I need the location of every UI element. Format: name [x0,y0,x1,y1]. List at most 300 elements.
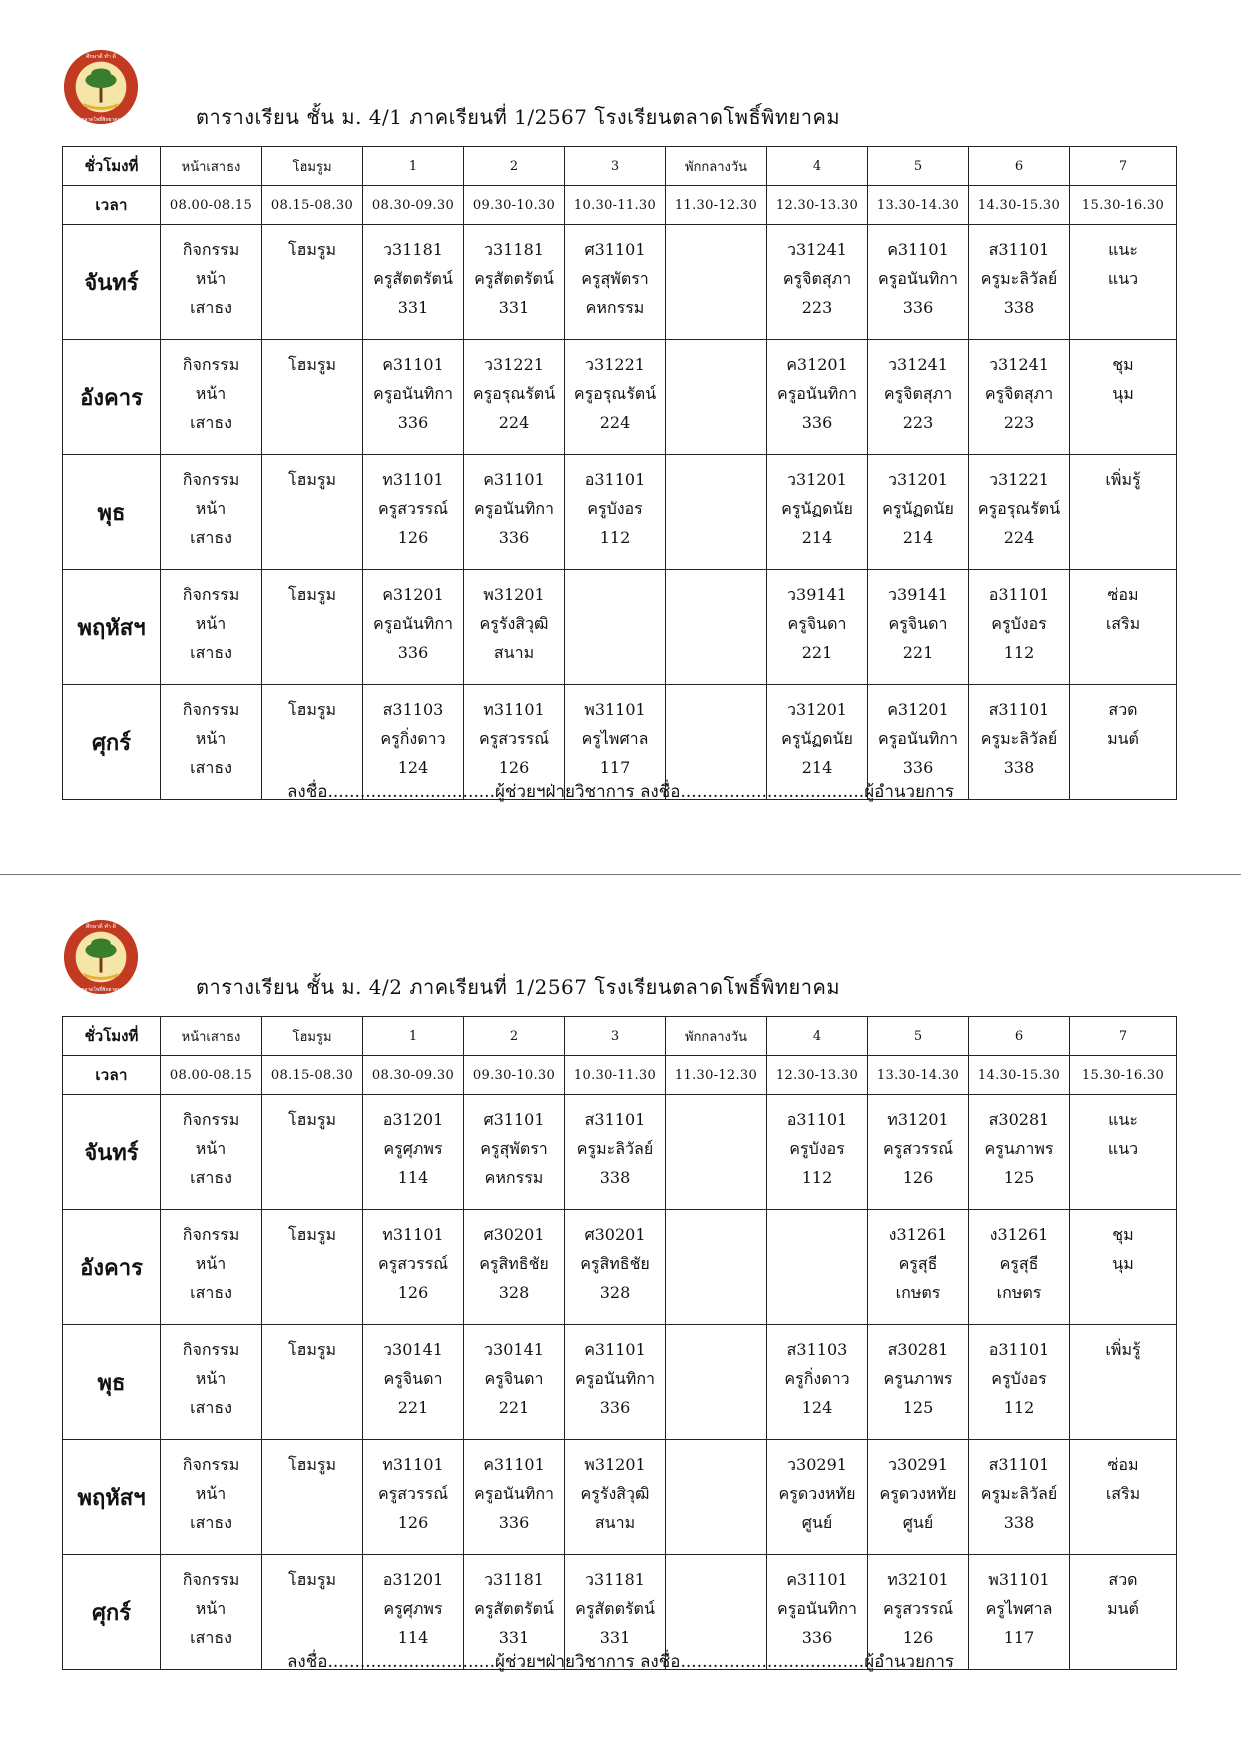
cell-line: 336 [498,1513,530,1532]
cell-line: ครูอนันทิกา [575,1369,655,1388]
schedule-cell [868,340,969,455]
cell-line: 331 [599,1628,631,1647]
day-name: พฤหัสฯ [63,1440,161,1555]
schedule-cell [969,1210,1070,1325]
cell-line: 336 [498,528,530,547]
cell-line: ครูไพศาล [581,729,649,748]
cell-line: เสาธง [190,1168,232,1187]
cell-line: ครูสัตตรัตน์ [474,1599,554,1618]
cell-line: ค31201 [382,585,444,604]
cell-line: ว31221 [484,355,544,374]
header-cell: พักกลางวัน [666,1017,767,1056]
cell-line: ครูสวรรณ์ [882,1599,954,1618]
cell-line: ว31241 [888,355,948,374]
cell-line: ครูสิทธิชัย [479,1254,549,1273]
time-cell: 10.30-11.30 [565,186,666,225]
cell-line: หน้า [195,1599,227,1618]
cell-line: เพิ่มรู้ [1105,470,1141,489]
time-cell: 08.15-08.30 [262,186,363,225]
cell-line: มนต์ [1107,1599,1139,1618]
cell-line: ว31181 [484,1570,544,1589]
cell-line: กิจกรรม [182,1110,240,1129]
cell-line: หน้า [195,1369,227,1388]
cell-line: ครูนัฏดนัย [781,729,853,748]
cell-line: ว31181 [383,240,443,259]
cell-line: เสาธง [190,298,232,317]
day-row [63,1440,1177,1555]
cell-line: ครูอรุณรัตน์ [573,384,657,403]
cell-line: ว31221 [585,355,645,374]
cell-line: ครูนภาพร [984,1139,1054,1158]
schedule-cell [262,570,363,685]
schedule-cell [363,340,464,455]
cell-line: แนะ [1108,240,1138,259]
day-row [63,570,1177,685]
cell-line: กิจกรรม [182,585,240,604]
cell-line: 124 [397,758,429,777]
cell-line: หน้า [195,1484,227,1503]
cell-line: ครูสุพัตรา [480,1139,548,1158]
cell-line: ครูสุธี [898,1254,938,1273]
svg-text:ตลาดโพธิ์พิทยาคม: ตลาดโพธิ์พิทยาคม [81,117,121,124]
cell-line: ครูนัฏดนัย [781,499,853,518]
header-cell: 5 [868,147,969,186]
cell-line: โฮมรูม [287,240,337,259]
schedule-cell [464,1440,565,1555]
cell-line: ส30281 [988,1110,1050,1129]
cell-line: 126 [397,1283,429,1302]
cell-line: ครูนัฏดนัย [882,499,954,518]
header-cell: 6 [969,147,1070,186]
cell-line: 331 [397,298,429,317]
cell-line: สนาม [493,643,535,662]
time-cell: เวลา [63,186,161,225]
cell-line: ว31201 [787,700,847,719]
header-row [63,1017,1177,1056]
schedule-cell [767,570,868,685]
day-row [63,1210,1177,1325]
cell-line: 112 [599,528,631,547]
cell-line: ครูสัตตรัตน์ [474,269,554,288]
cell-line: ส31101 [988,700,1050,719]
day-row [63,1325,1177,1440]
schedule-cell [262,225,363,340]
time-cell: 08.15-08.30 [262,1056,363,1095]
time-cell: เวลา [63,1056,161,1095]
header-cell: 1 [363,147,464,186]
day-name: จันทร์ [63,1095,161,1210]
schedule-cell [868,225,969,340]
cell-line: ครูอนันทิกา [474,1484,554,1503]
cell-line: คหกรรม [484,1168,544,1187]
cell-line: 336 [397,643,429,662]
cell-line: นุม [1112,1254,1134,1273]
cell-line: เกษตร [996,1283,1042,1302]
schedule-cell [565,340,666,455]
cell-line: กิจกรรม [182,470,240,489]
time-row [63,1056,1177,1095]
schedule-cell [161,1325,262,1440]
cell-line: ครูมะลิวัลย์ [980,729,1058,748]
cell-line: ครูอรุณรัตน์ [977,499,1061,518]
cell-line: 126 [397,1513,429,1532]
schedule-cell [565,570,666,685]
day-name: อังคาร [63,1210,161,1325]
cell-line: ศ30201 [483,1225,545,1244]
cell-line: มนต์ [1107,729,1139,748]
cell-line: ครูสิทธิชัย [580,1254,650,1273]
schedule-cell [464,1095,565,1210]
cell-line: เสริม [1105,614,1141,633]
cell-line: 221 [397,1398,429,1417]
cell-line: 338 [599,1168,631,1187]
schedule-cell [363,570,464,685]
cell-line: นุม [1112,384,1134,403]
schedule-cell [969,570,1070,685]
cell-line: 224 [1003,528,1035,547]
schedule-cell [464,455,565,570]
cell-line: ครูสุธี [999,1254,1039,1273]
schedule-cell [666,340,767,455]
cell-line: ครูอนันทิกา [474,499,554,518]
schedule-cell [666,1440,767,1555]
cell-line: 224 [498,413,530,432]
day-name: พฤหัสฯ [63,570,161,685]
cell-line: ครูจินดา [787,614,847,633]
cell-line: กิจกรรม [182,700,240,719]
cell-line: หน้า [195,1139,227,1158]
cell-line: ครูอนันทิกา [878,269,958,288]
cell-line: โฮมรูม [287,1455,337,1474]
cell-line: พ31101 [988,1570,1050,1589]
cell-line: เพิ่มรู้ [1105,1340,1141,1359]
cell-line: โฮมรูม [287,1340,337,1359]
cell-line: 112 [1003,643,1035,662]
cell-line: เสาธง [190,528,232,547]
schedule-cell [1070,225,1177,340]
cell-line: 112 [801,1168,833,1187]
cell-line: ง31261 [888,1225,948,1244]
cell-line: ครูสวรรณ์ [377,499,449,518]
schedule-cell [565,1325,666,1440]
cell-line: ครูสวรรณ์ [377,1484,449,1503]
cell-line: ค31201 [887,700,949,719]
cell-line: กิจกรรม [182,1455,240,1474]
cell-line: 221 [902,643,934,662]
cell-line: ครูจินดา [484,1369,544,1388]
schedule-cell [666,455,767,570]
cell-line: กิจกรรม [182,240,240,259]
cell-line: 224 [599,413,631,432]
cell-line: ครูบังอร [789,1139,845,1158]
schedule-cell [666,1325,767,1440]
time-cell: 12.30-13.30 [767,1056,868,1095]
time-cell: 13.30-14.30 [868,186,969,225]
cell-line: 328 [599,1283,631,1302]
cell-line: 336 [801,1628,833,1647]
schedule-cell [262,1325,363,1440]
svg-text:ศึกษาดี ทำ ดี: ศึกษาดี ทำ ดี [85,924,117,931]
schedule-cell [868,455,969,570]
schedule-cell [565,1440,666,1555]
schedule-cell [262,340,363,455]
day-row [63,225,1177,340]
signature-line: ลงชื่อ...............................ผู้ช่วยฯฝ่ายวิชาการ ลงชื่อ..................................ผู้อำนวยการ [286,1652,955,1672]
header-cell: 1 [363,1017,464,1056]
cell-line: ท31101 [483,700,545,719]
cell-line: หน้า [195,499,227,518]
cell-line: สนาม [594,1513,636,1532]
time-cell: 11.30-12.30 [666,1056,767,1095]
header-cell: 4 [767,147,868,186]
cell-line: ซ่อม [1107,585,1139,604]
cell-line: ศูนย์ [801,1513,833,1532]
cell-line: ค31101 [786,1570,848,1589]
cell-line: ครูบังอร [991,614,1047,633]
cell-line: ครูสวรรณ์ [478,729,550,748]
cell-line: เสาธง [190,758,232,777]
header-cell: 2 [464,147,565,186]
schedule-cell [969,1440,1070,1555]
cell-line: ครูดวงหทัย [879,1484,957,1503]
day-name: ศุกร์ [63,1555,161,1670]
cell-line: ครูจิตสุภา [984,384,1054,403]
cell-line: ครูสุพัตรา [581,269,649,288]
cell-line: 124 [801,1398,833,1417]
cell-line: ครูรังสิวุฒิ [479,614,549,633]
cell-line: ครูกิ่งดาว [784,1369,850,1388]
cell-line: 126 [902,1628,934,1647]
header-cell: 3 [565,147,666,186]
header-cell: ชั่วโมงที่ [63,1017,161,1056]
cell-line: พ31201 [584,1455,646,1474]
cell-line: ครูศุภพร [383,1139,443,1158]
cell-line: ครูสวรรณ์ [377,1254,449,1273]
cell-line: ค31101 [887,240,949,259]
cell-line: คหกรรม [585,298,645,317]
day-name: อังคาร [63,340,161,455]
schedule-cell [1070,1325,1177,1440]
cell-line: ครูศุภพร [383,1599,443,1618]
cell-line: ค31101 [483,1455,545,1474]
cell-line: ครูบังอร [587,499,643,518]
time-cell: 14.30-15.30 [969,1056,1070,1095]
header-cell: หน้าเสาธง [161,1017,262,1056]
cell-line: ท31201 [887,1110,949,1129]
cell-line: 112 [1003,1398,1035,1417]
schedule-cell [565,1210,666,1325]
time-cell: 15.30-16.30 [1070,186,1177,225]
cell-line: เสาธง [190,1628,232,1647]
header-cell: 7 [1070,1017,1177,1056]
schedule-cell [464,1210,565,1325]
day-name: พุธ [63,455,161,570]
cell-line: เสาธง [190,1398,232,1417]
cell-line: ค31101 [584,1340,646,1359]
time-cell: 08.30-09.30 [363,1056,464,1095]
cell-line: ว31201 [888,470,948,489]
day-name: ศุกร์ [63,685,161,800]
schedule-cell [767,1095,868,1210]
time-cell: 14.30-15.30 [969,186,1070,225]
day-name: จันทร์ [63,225,161,340]
cell-line: โฮมรูม [287,1110,337,1129]
cell-line: อ31101 [988,1340,1050,1359]
cell-line: ชุม [1112,355,1134,374]
cell-line: ครูจินดา [888,614,948,633]
time-cell: 13.30-14.30 [868,1056,969,1095]
header-row [63,147,1177,186]
cell-line: ว39141 [888,585,948,604]
schedule-cell [464,1325,565,1440]
page-title: ตารางเรียน ชั้น ม. 4/2 ภาคเรียนที่ 1/2567 โรงเรียนตลาดโพธิ์พิทยาคม [196,975,841,999]
cell-line: เสริม [1105,1484,1141,1503]
cell-line: ว30141 [383,1340,443,1359]
cell-line: หน้า [195,384,227,403]
cell-line: พ31101 [584,700,646,719]
time-cell: 08.00-08.15 [161,186,262,225]
cell-line: ท31101 [382,1455,444,1474]
schedule-cell [767,1325,868,1440]
cell-line: ท31101 [382,470,444,489]
schedule-cell [666,1210,767,1325]
schedule-cell [767,340,868,455]
cell-line: โฮมรูม [287,1225,337,1244]
schedule-cell [161,570,262,685]
cell-line: ครูนภาพร [883,1369,953,1388]
cell-line: 336 [902,758,934,777]
cell-line: 331 [498,1628,530,1647]
schedule-cell [1070,340,1177,455]
cell-line: อ31201 [382,1110,444,1129]
schedule-cell [666,570,767,685]
cell-line: ว31221 [989,470,1049,489]
svg-text:ตลาดโพธิ์พิทยาคม: ตลาดโพธิ์พิทยาคม [81,987,121,994]
time-cell: 10.30-11.30 [565,1056,666,1095]
cell-line: 336 [801,413,833,432]
schedule-cell [262,455,363,570]
page-title: ตารางเรียน ชั้น ม. 4/1 ภาคเรียนที่ 1/2567 โรงเรียนตลาดโพธิ์พิทยาคม [196,105,841,129]
time-cell: 11.30-12.30 [666,186,767,225]
schedule-cell [1070,1210,1177,1325]
cell-line: 114 [397,1168,429,1187]
schedule-cell [666,1095,767,1210]
cell-line: แนะ [1108,1110,1138,1129]
cell-line: ค31201 [786,355,848,374]
cell-line: 336 [599,1398,631,1417]
schedule-cell [464,340,565,455]
time-cell: 08.30-09.30 [363,186,464,225]
day-row [63,1095,1177,1210]
cell-line: ครูจินดา [383,1369,443,1388]
cell-line: สวด [1108,1570,1138,1589]
schedule-cell [868,570,969,685]
cell-line: ว30291 [888,1455,948,1474]
schedule-cell [767,1440,868,1555]
cell-line: ครูอนันทิกา [373,384,453,403]
cell-line: ส31101 [584,1110,646,1129]
cell-line: ว30141 [484,1340,544,1359]
cell-line: 338 [1003,298,1035,317]
cell-line: 223 [801,298,833,317]
header-cell: 2 [464,1017,565,1056]
cell-line: 214 [801,758,833,777]
cell-line: ส30281 [887,1340,949,1359]
cell-line: ครูดวงหทัย [778,1484,856,1503]
cell-line: 125 [1003,1168,1035,1187]
cell-line: ค31101 [382,355,444,374]
schedule-cell [161,225,262,340]
schedule-cell [363,1440,464,1555]
cell-line: แนว [1107,1139,1139,1158]
header-cell: 4 [767,1017,868,1056]
schedule-cell [565,1095,666,1210]
cell-line: 328 [498,1283,530,1302]
cell-line: ครูอรุณรัตน์ [472,384,556,403]
cell-line: ครูสวรรณ์ [882,1139,954,1158]
schedule-cell [363,225,464,340]
cell-line: ศูนย์ [902,1513,934,1532]
cell-line: ส31101 [988,240,1050,259]
cell-line: หน้า [195,729,227,748]
cell-line: กิจกรรม [182,1225,240,1244]
schedule-cell [161,340,262,455]
cell-line: เกษตร [895,1283,941,1302]
schedule-cell [868,1095,969,1210]
cell-line: ศ31101 [584,240,646,259]
schedule-cell [363,455,464,570]
cell-line: 336 [902,298,934,317]
cell-line: เสาธง [190,413,232,432]
cell-line: 117 [599,758,631,777]
cell-line: สวด [1108,700,1138,719]
schedule-cell [161,455,262,570]
cell-line: ศ31101 [483,1110,545,1129]
cell-line: ชุม [1112,1225,1134,1244]
schedule-cell [1070,1095,1177,1210]
schedule-cell [262,1095,363,1210]
cell-line: อ31101 [584,470,646,489]
schedule-cell [969,1095,1070,1210]
cell-line: 331 [498,298,530,317]
cell-line: 126 [902,1168,934,1187]
cell-line: 223 [1003,413,1035,432]
schedule-cell [868,1325,969,1440]
time-row [63,186,1177,225]
cell-line: 114 [397,1628,429,1647]
schedule-cell [1070,455,1177,570]
cell-line: 126 [498,758,530,777]
schedule-cell [262,1210,363,1325]
cell-line: ง31261 [989,1225,1049,1244]
cell-line: 214 [902,528,934,547]
cell-line: ครูบังอร [991,1369,1047,1388]
time-cell: 12.30-13.30 [767,186,868,225]
schedule-cell [161,1210,262,1325]
cell-line: ท31101 [382,1225,444,1244]
cell-line: ครูกิ่งดาว [380,729,446,748]
header-cell: หน้าเสาธง [161,147,262,186]
schedule-cell [969,1325,1070,1440]
header-cell: 6 [969,1017,1070,1056]
cell-line: ว31201 [787,470,847,489]
schedule-cell [363,1210,464,1325]
schedule-cell [666,225,767,340]
cell-line: อ31101 [988,585,1050,604]
schedule-cell [262,1440,363,1555]
day-row [63,340,1177,455]
cell-line: ส31103 [382,700,444,719]
